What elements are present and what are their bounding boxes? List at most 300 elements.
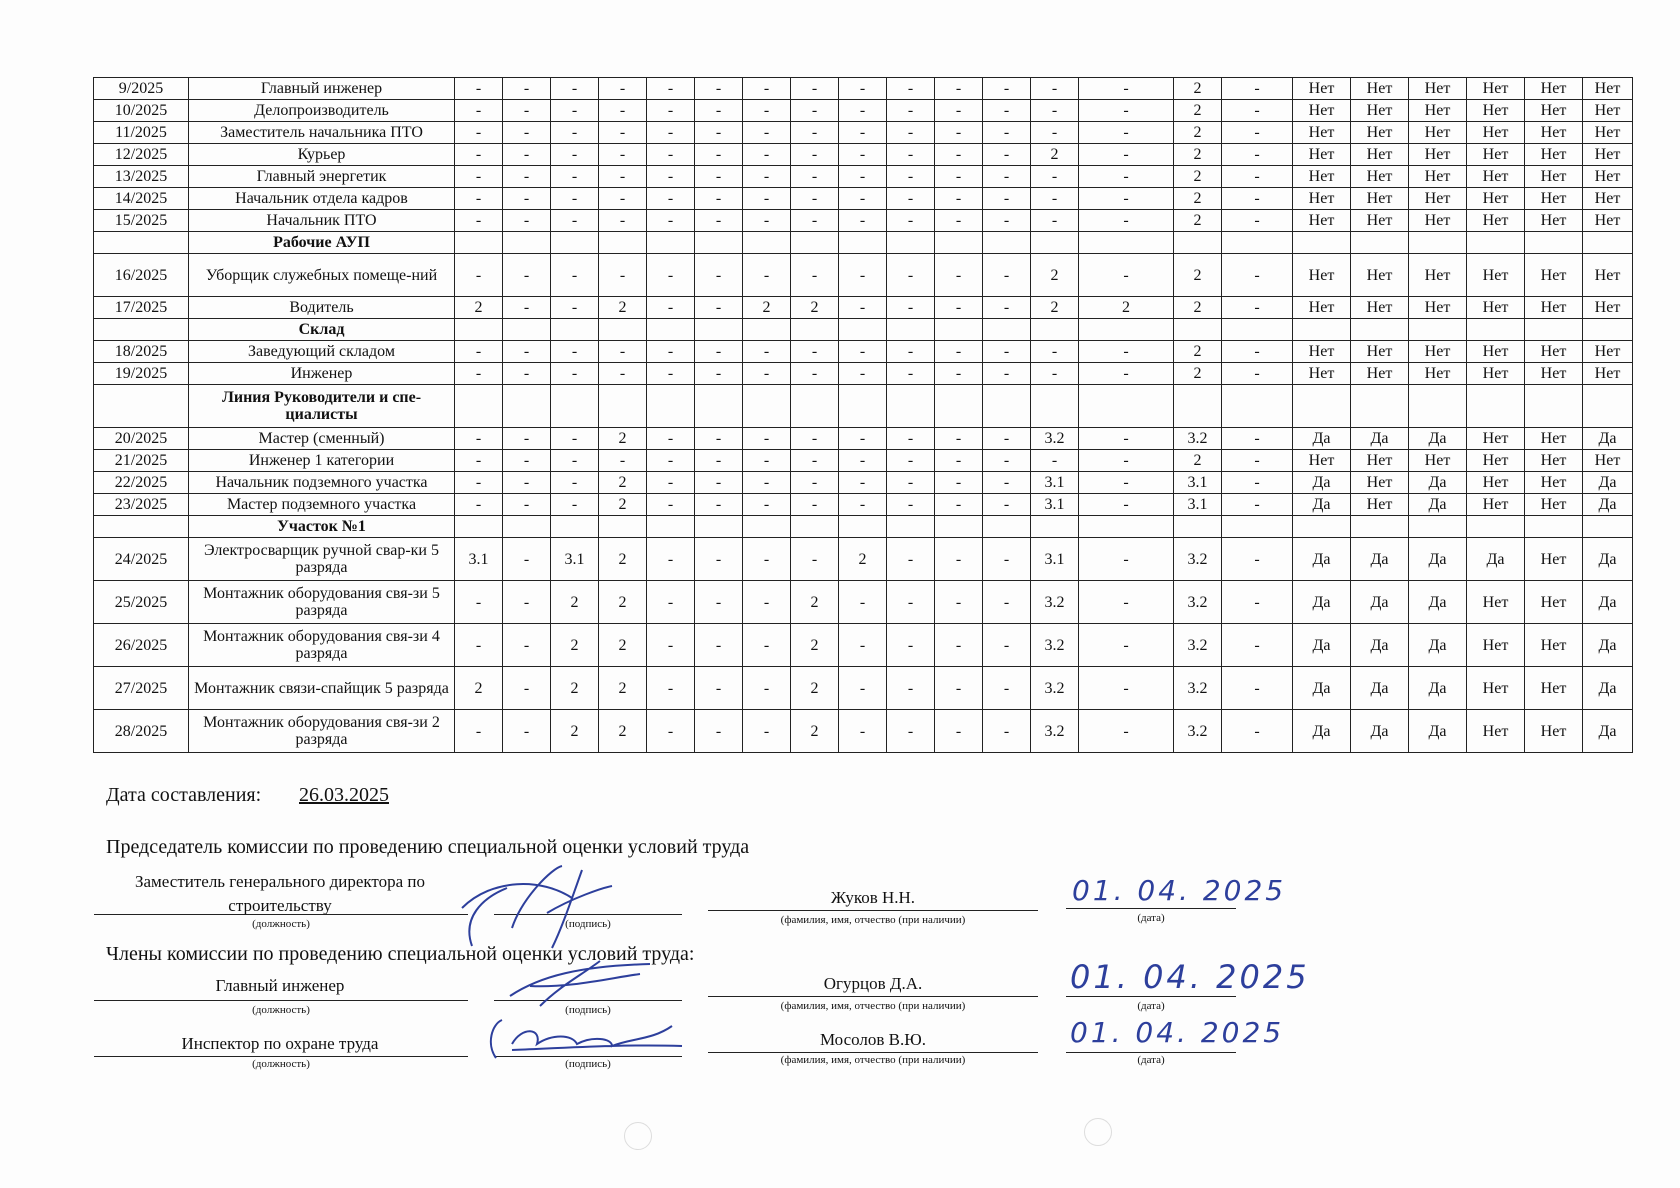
value-cell: Да	[1409, 538, 1467, 581]
empty-cell	[935, 516, 983, 538]
empty-cell	[1222, 232, 1293, 254]
empty-cell	[503, 232, 551, 254]
value-cell: -	[791, 144, 839, 166]
section-title: Рабочие АУП	[189, 232, 455, 254]
value-cell: 3.1	[1174, 494, 1222, 516]
value-cell: Нет	[1467, 100, 1525, 122]
value-cell: Нет	[1525, 166, 1583, 188]
value-cell: -	[695, 100, 743, 122]
empty-cell	[94, 385, 189, 428]
row-id: 17/2025	[94, 297, 189, 319]
value-cell: Нет	[1351, 122, 1409, 144]
value-cell: -	[695, 472, 743, 494]
value-cell: Да	[1351, 710, 1409, 753]
value-cell: -	[503, 624, 551, 667]
value-cell: Нет	[1293, 78, 1351, 100]
value-cell: Нет	[1293, 144, 1351, 166]
value-cell: -	[887, 254, 935, 297]
value-cell: -	[1079, 581, 1174, 624]
value-cell: -	[551, 254, 599, 297]
chairman-heading: Председатель комиссии по проведению специальной оценки условий труда	[106, 836, 750, 858]
value-cell: Нет	[1583, 100, 1633, 122]
value-cell: -	[695, 710, 743, 753]
value-cell: -	[935, 210, 983, 232]
chairman-signature-image	[452, 858, 672, 954]
empty-cell	[94, 232, 189, 254]
empty-cell	[551, 516, 599, 538]
value-cell: 3.2	[1174, 428, 1222, 450]
value-cell: -	[695, 122, 743, 144]
value-cell: -	[455, 100, 503, 122]
value-cell: Да	[1409, 494, 1467, 516]
value-cell: -	[455, 363, 503, 385]
empty-cell	[1079, 516, 1174, 538]
value-cell: -	[599, 122, 647, 144]
value-cell: Нет	[1525, 538, 1583, 581]
value-cell: -	[743, 166, 791, 188]
value-cell: -	[551, 297, 599, 319]
table-row	[94, 122, 1633, 144]
value-cell: 2	[791, 297, 839, 319]
value-cell: 2	[599, 667, 647, 710]
value-cell: 2	[551, 581, 599, 624]
value-cell: -	[983, 494, 1031, 516]
empty-cell	[839, 232, 887, 254]
value-cell: Да	[1293, 494, 1351, 516]
value-cell: -	[887, 166, 935, 188]
chairman-position: Заместитель генерального директора по строительству	[134, 872, 425, 915]
value-cell: -	[503, 538, 551, 581]
value-cell: Да	[1583, 581, 1633, 624]
value-cell: -	[983, 297, 1031, 319]
empty-cell	[695, 516, 743, 538]
value-cell: -	[1031, 100, 1079, 122]
value-cell: 3.1	[551, 538, 599, 581]
value-cell: -	[1222, 624, 1293, 667]
value-cell: 2	[1079, 297, 1174, 319]
value-cell: -	[551, 122, 599, 144]
empty-cell	[599, 516, 647, 538]
value-cell: -	[1079, 188, 1174, 210]
position-name: Водитель	[189, 297, 455, 319]
empty-cell	[839, 319, 887, 341]
value-cell: -	[1079, 450, 1174, 472]
value-cell: -	[935, 667, 983, 710]
value-cell: -	[791, 363, 839, 385]
value-cell: Нет	[1351, 472, 1409, 494]
value-cell: -	[647, 428, 695, 450]
value-cell: -	[1222, 210, 1293, 232]
value-cell: -	[935, 624, 983, 667]
value-cell: -	[887, 538, 935, 581]
empty-cell	[1525, 385, 1583, 428]
value-cell: -	[791, 254, 839, 297]
member1-position-line	[94, 1000, 468, 1001]
value-cell: Нет	[1583, 254, 1633, 297]
table-row	[94, 100, 1633, 122]
value-cell: -	[935, 297, 983, 319]
empty-cell	[1467, 319, 1525, 341]
empty-cell	[1583, 385, 1633, 428]
value-cell: Да	[1351, 538, 1409, 581]
row-id: 12/2025	[94, 144, 189, 166]
value-cell: -	[743, 624, 791, 667]
table-row	[94, 144, 1633, 166]
value-cell: -	[647, 363, 695, 385]
value-cell: -	[647, 624, 695, 667]
value-cell: Да	[1409, 428, 1467, 450]
value-cell: -	[455, 624, 503, 667]
empty-cell	[791, 319, 839, 341]
value-cell: Нет	[1293, 210, 1351, 232]
value-cell: -	[1079, 667, 1174, 710]
value-cell: -	[887, 363, 935, 385]
value-cell: -	[647, 494, 695, 516]
row-id: 24/2025	[94, 538, 189, 581]
value-cell: 2	[551, 624, 599, 667]
value-cell: -	[887, 341, 935, 363]
empty-cell	[1583, 516, 1633, 538]
value-cell: Нет	[1467, 428, 1525, 450]
value-cell: Нет	[1351, 166, 1409, 188]
empty-cell	[1031, 385, 1079, 428]
value-cell: 3.1	[1174, 472, 1222, 494]
row-id: 11/2025	[94, 122, 189, 144]
value-cell: 2	[599, 494, 647, 516]
table-row	[94, 710, 1633, 753]
value-cell: -	[983, 78, 1031, 100]
value-cell: -	[983, 581, 1031, 624]
value-cell: -	[791, 538, 839, 581]
chairman-name: Жуков Н.Н.	[830, 888, 916, 907]
value-cell: -	[791, 78, 839, 100]
value-cell: Нет	[1583, 166, 1633, 188]
empty-cell	[551, 385, 599, 428]
value-cell: 2	[599, 472, 647, 494]
value-cell: Нет	[1467, 78, 1525, 100]
chairman-name-caption: (фамилия, имя, отчество (при наличии)	[780, 914, 966, 926]
value-cell: Нет	[1467, 472, 1525, 494]
value-cell: -	[695, 450, 743, 472]
value-cell: -	[791, 428, 839, 450]
value-cell: 3.2	[1031, 667, 1079, 710]
value-cell: -	[791, 122, 839, 144]
value-cell: 2	[1174, 188, 1222, 210]
value-cell: -	[983, 188, 1031, 210]
row-id: 26/2025	[94, 624, 189, 667]
value-cell: Нет	[1525, 363, 1583, 385]
value-cell: Нет	[1293, 450, 1351, 472]
empty-cell	[1293, 385, 1351, 428]
table-row	[94, 78, 1633, 100]
row-id: 9/2025	[94, 78, 189, 100]
value-cell: -	[503, 450, 551, 472]
value-cell: 3.2	[1031, 581, 1079, 624]
member1-position: Главный инженер	[215, 976, 345, 995]
value-cell: -	[647, 710, 695, 753]
position-name: Заведующий складом	[189, 341, 455, 363]
value-cell: -	[839, 363, 887, 385]
value-cell: Нет	[1583, 78, 1633, 100]
value-cell: -	[1079, 710, 1174, 753]
section-title: Склад	[189, 319, 455, 341]
value-cell: -	[647, 538, 695, 581]
value-cell: -	[503, 667, 551, 710]
chairman-handwritten-date: 01. 04. 2025	[1072, 874, 1287, 907]
value-cell: 2	[455, 297, 503, 319]
empty-cell	[983, 232, 1031, 254]
empty-cell	[695, 385, 743, 428]
value-cell: Нет	[1525, 428, 1583, 450]
value-cell: -	[983, 363, 1031, 385]
value-cell: Нет	[1351, 450, 1409, 472]
value-cell: Нет	[1525, 188, 1583, 210]
value-cell: -	[1031, 210, 1079, 232]
value-cell: 2	[1174, 144, 1222, 166]
value-cell: 2	[743, 297, 791, 319]
value-cell: -	[455, 122, 503, 144]
value-cell: Нет	[1467, 581, 1525, 624]
value-cell: -	[1222, 188, 1293, 210]
table-row	[94, 538, 1633, 581]
empty-cell	[1293, 319, 1351, 341]
member2-date-caption: (дата)	[1137, 1054, 1165, 1066]
empty-cell	[647, 516, 695, 538]
value-cell: -	[647, 166, 695, 188]
value-cell: 3.1	[455, 538, 503, 581]
value-cell: -	[1222, 710, 1293, 753]
value-cell: 2	[599, 581, 647, 624]
position-name: Монтажник оборудования свя-зи 2 разряда	[189, 710, 455, 753]
value-cell: -	[983, 538, 1031, 581]
value-cell: -	[647, 210, 695, 232]
value-cell: -	[887, 188, 935, 210]
value-cell: -	[983, 472, 1031, 494]
value-cell: Да	[1351, 624, 1409, 667]
empty-cell	[1079, 385, 1174, 428]
empty-cell	[503, 385, 551, 428]
empty-cell	[647, 232, 695, 254]
value-cell: Нет	[1467, 166, 1525, 188]
table-row	[94, 494, 1633, 516]
member2-handwritten-date: 01. 04. 2025	[1070, 1016, 1285, 1049]
value-cell: Нет	[1409, 144, 1467, 166]
section-row	[94, 232, 1633, 254]
value-cell: -	[983, 450, 1031, 472]
section-row	[94, 319, 1633, 341]
value-cell: -	[599, 450, 647, 472]
value-cell: -	[695, 188, 743, 210]
value-cell: -	[455, 581, 503, 624]
value-cell: Нет	[1351, 254, 1409, 297]
chairman-position-line	[94, 914, 468, 915]
value-cell: -	[1079, 166, 1174, 188]
value-cell: -	[983, 166, 1031, 188]
value-cell: -	[983, 100, 1031, 122]
position-name: Монтажник оборудования свя-зи 5 разряда	[189, 581, 455, 624]
value-cell: -	[791, 188, 839, 210]
value-cell: -	[647, 472, 695, 494]
position-name: Начальник ПТО	[189, 210, 455, 232]
value-cell: -	[839, 100, 887, 122]
value-cell: Нет	[1525, 122, 1583, 144]
empty-cell	[1293, 232, 1351, 254]
value-cell: -	[455, 78, 503, 100]
value-cell: -	[887, 494, 935, 516]
value-cell: Нет	[1409, 100, 1467, 122]
value-cell: -	[887, 581, 935, 624]
value-cell: Нет	[1467, 494, 1525, 516]
value-cell: -	[1031, 450, 1079, 472]
section-row	[94, 516, 1633, 538]
empty-cell	[503, 516, 551, 538]
value-cell: -	[983, 341, 1031, 363]
value-cell: -	[503, 78, 551, 100]
value-cell: Нет	[1525, 100, 1583, 122]
value-cell: -	[503, 341, 551, 363]
value-cell: Нет	[1467, 188, 1525, 210]
value-cell: -	[935, 188, 983, 210]
chairman-position-caption: (должность)	[252, 918, 310, 930]
value-cell: 2	[1174, 78, 1222, 100]
member1-date-line	[1066, 996, 1236, 997]
empty-cell	[1525, 516, 1583, 538]
empty-cell	[455, 385, 503, 428]
empty-cell	[1174, 516, 1222, 538]
value-cell: -	[935, 428, 983, 450]
value-cell: -	[791, 166, 839, 188]
value-cell: Нет	[1467, 363, 1525, 385]
value-cell: -	[551, 78, 599, 100]
value-cell: -	[503, 581, 551, 624]
value-cell: Нет	[1525, 341, 1583, 363]
empty-cell	[551, 319, 599, 341]
value-cell: -	[839, 450, 887, 472]
position-name: Главный инженер	[189, 78, 455, 100]
value-cell: -	[695, 210, 743, 232]
value-cell: Нет	[1467, 450, 1525, 472]
row-id: 20/2025	[94, 428, 189, 450]
empty-cell	[935, 319, 983, 341]
value-cell: -	[455, 428, 503, 450]
value-cell: Нет	[1409, 363, 1467, 385]
row-id: 19/2025	[94, 363, 189, 385]
position-name: Монтажник связи-спайщик 5 разряда	[189, 667, 455, 710]
value-cell: 2	[1031, 254, 1079, 297]
section-title: Участок №1	[189, 516, 455, 538]
value-cell: Да	[1293, 538, 1351, 581]
value-cell: -	[503, 297, 551, 319]
table-row	[94, 581, 1633, 624]
value-cell: 3.2	[1174, 667, 1222, 710]
empty-cell	[1409, 232, 1467, 254]
value-cell: -	[1031, 78, 1079, 100]
value-cell: 2	[1174, 210, 1222, 232]
value-cell: -	[695, 581, 743, 624]
value-cell: -	[503, 710, 551, 753]
value-cell: -	[983, 428, 1031, 450]
value-cell: Да	[1293, 581, 1351, 624]
empty-cell	[1409, 516, 1467, 538]
value-cell: -	[839, 166, 887, 188]
empty-cell	[791, 385, 839, 428]
value-cell: -	[647, 144, 695, 166]
value-cell: -	[503, 494, 551, 516]
value-cell: -	[599, 363, 647, 385]
value-cell: Да	[1293, 472, 1351, 494]
member2-name: Мосолов В.Ю.	[819, 1030, 926, 1049]
value-cell: 2	[1174, 297, 1222, 319]
value-cell: Нет	[1351, 100, 1409, 122]
value-cell: -	[743, 144, 791, 166]
value-cell: Нет	[1409, 297, 1467, 319]
value-cell: -	[455, 450, 503, 472]
value-cell: -	[503, 472, 551, 494]
value-cell: -	[647, 254, 695, 297]
punch-hole-mark	[624, 1122, 652, 1150]
value-cell: Нет	[1467, 297, 1525, 319]
value-cell: Да	[1351, 581, 1409, 624]
value-cell: Нет	[1351, 210, 1409, 232]
value-cell: Нет	[1409, 78, 1467, 100]
value-cell: -	[647, 122, 695, 144]
table-row	[94, 166, 1633, 188]
empty-cell	[94, 516, 189, 538]
empty-cell	[1409, 385, 1467, 428]
value-cell: Да	[1583, 494, 1633, 516]
chairman-date-caption: (дата)	[1137, 912, 1165, 924]
value-cell: -	[1079, 494, 1174, 516]
value-cell: 3.2	[1174, 710, 1222, 753]
value-cell: -	[1222, 428, 1293, 450]
value-cell: -	[455, 188, 503, 210]
value-cell: 2	[599, 538, 647, 581]
empty-cell	[791, 232, 839, 254]
value-cell: Да	[1293, 428, 1351, 450]
empty-cell	[935, 385, 983, 428]
empty-cell	[743, 319, 791, 341]
value-cell: -	[791, 472, 839, 494]
value-cell: Нет	[1409, 254, 1467, 297]
position-name: Главный энергетик	[189, 166, 455, 188]
value-cell: Нет	[1351, 144, 1409, 166]
value-cell: -	[647, 297, 695, 319]
chairman-date-line	[1066, 908, 1236, 909]
member1-signature-image	[500, 956, 660, 1016]
empty-cell	[983, 385, 1031, 428]
empty-cell	[647, 385, 695, 428]
value-cell: -	[887, 710, 935, 753]
empty-cell	[1031, 516, 1079, 538]
row-id: 16/2025	[94, 254, 189, 297]
empty-cell	[743, 385, 791, 428]
section-title: Линия Руководители и спе-циалисты	[189, 385, 455, 428]
value-cell: Да	[1583, 472, 1633, 494]
value-cell: Да	[1409, 710, 1467, 753]
value-cell: -	[791, 341, 839, 363]
value-cell: -	[791, 100, 839, 122]
value-cell: -	[1031, 363, 1079, 385]
value-cell: -	[551, 363, 599, 385]
empty-cell	[1222, 516, 1293, 538]
position-name: Делопроизводитель	[189, 100, 455, 122]
position-name: Мастер (сменный)	[189, 428, 455, 450]
value-cell: -	[935, 144, 983, 166]
value-cell: -	[695, 166, 743, 188]
value-cell: -	[503, 144, 551, 166]
empty-cell	[455, 232, 503, 254]
value-cell: 3.2	[1031, 624, 1079, 667]
